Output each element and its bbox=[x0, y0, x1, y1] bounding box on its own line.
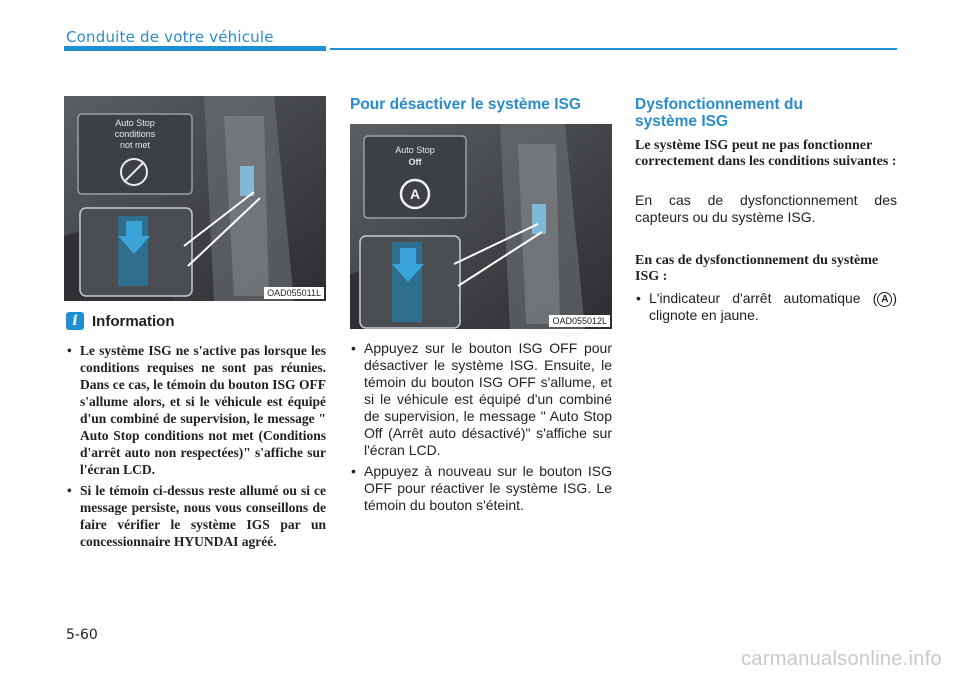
photo-auto-stop-not-met bbox=[64, 96, 326, 301]
header-rule-thin bbox=[330, 48, 897, 50]
header-rule-thick bbox=[64, 46, 326, 51]
display-message bbox=[78, 118, 192, 151]
section-title: Conduite de votre véhicule bbox=[66, 28, 274, 46]
info-bullets bbox=[66, 342, 326, 554]
display-line: conditions bbox=[114, 129, 156, 139]
info-icon: i bbox=[66, 312, 84, 330]
photo-code: OAD055011L bbox=[264, 287, 324, 299]
deactivate-bullets bbox=[350, 340, 612, 518]
deactivate-bullet: • Appuyez sur le bouton ISG OFF pour désactiver le système ISG. Ensuite, le témoin du bouton ISG OFF s'allume, et si le véhicule est équipé d'un combiné de supervision, le message " Auto Stop Off (Arrêt auto désactivé)" s'affiche sur l'écran LCD. bbox=[350, 340, 612, 459]
auto-stop-indicator-icon: A bbox=[877, 292, 892, 307]
svg-text:A: A bbox=[409, 186, 421, 202]
display-line: Off bbox=[408, 157, 422, 167]
display-line: Auto Stop bbox=[115, 118, 155, 128]
section-heading-malfunction: Dysfonctionnement du système ISG bbox=[635, 96, 803, 130]
info-header bbox=[66, 312, 175, 330]
info-title: Information bbox=[92, 312, 175, 330]
section-heading-deactivate: Pour désactiver le système ISG bbox=[350, 96, 581, 113]
bullet-text-prefix: L'indicateur d'arrêt automatique ( bbox=[649, 290, 878, 306]
malfunction-bullet bbox=[635, 290, 897, 324]
display-message bbox=[364, 144, 466, 168]
deactivate-bullet: • Appuyez à nouveau sur le bouton ISG OFF pour réactiver le système ISG. Le témoin du bouton s'éteint. bbox=[350, 463, 612, 514]
malfunction-bullets bbox=[635, 290, 897, 328]
photo-code: OAD055012L bbox=[549, 315, 610, 327]
watermark: carmanualsonline.info bbox=[741, 648, 942, 670]
info-bullet: • Si le témoin ci-dessus reste allumé ou si ce message persiste, nous vous conseillons de faire vérifier le système IGS par un concessionnaire HYUNDAI agréé. bbox=[66, 482, 326, 550]
page-number: 5-60 bbox=[66, 627, 98, 643]
display-line: not met bbox=[119, 140, 150, 150]
bullet-text-suffix: ) clignote en jaune. bbox=[649, 290, 897, 323]
malfunction-subheading: En cas de dysfonctionnement du système ISG : bbox=[635, 253, 879, 284]
display-line: Auto Stop bbox=[395, 145, 435, 155]
malfunction-intro-text: En cas de dysfonctionnement des capteurs ou du système ISG. bbox=[635, 192, 897, 225]
photo-auto-stop-off bbox=[350, 124, 612, 329]
info-bullet: • Le système ISG ne s'active pas lorsque les conditions requises ne sont pas réunies. Dans ce cas, le témoin du bouton ISG OFF s'allume alors, et si le véhicule est équipé d'un combiné de supervision, le message " Auto Stop conditions not met (Conditions d'arrêt auto non respectées)" s'affiche sur l'écran LCD. bbox=[66, 342, 326, 478]
malfunction-intro-bold: Le système ISG peut ne pas fonctionner correctement dans les conditions suivantes : bbox=[635, 138, 897, 169]
